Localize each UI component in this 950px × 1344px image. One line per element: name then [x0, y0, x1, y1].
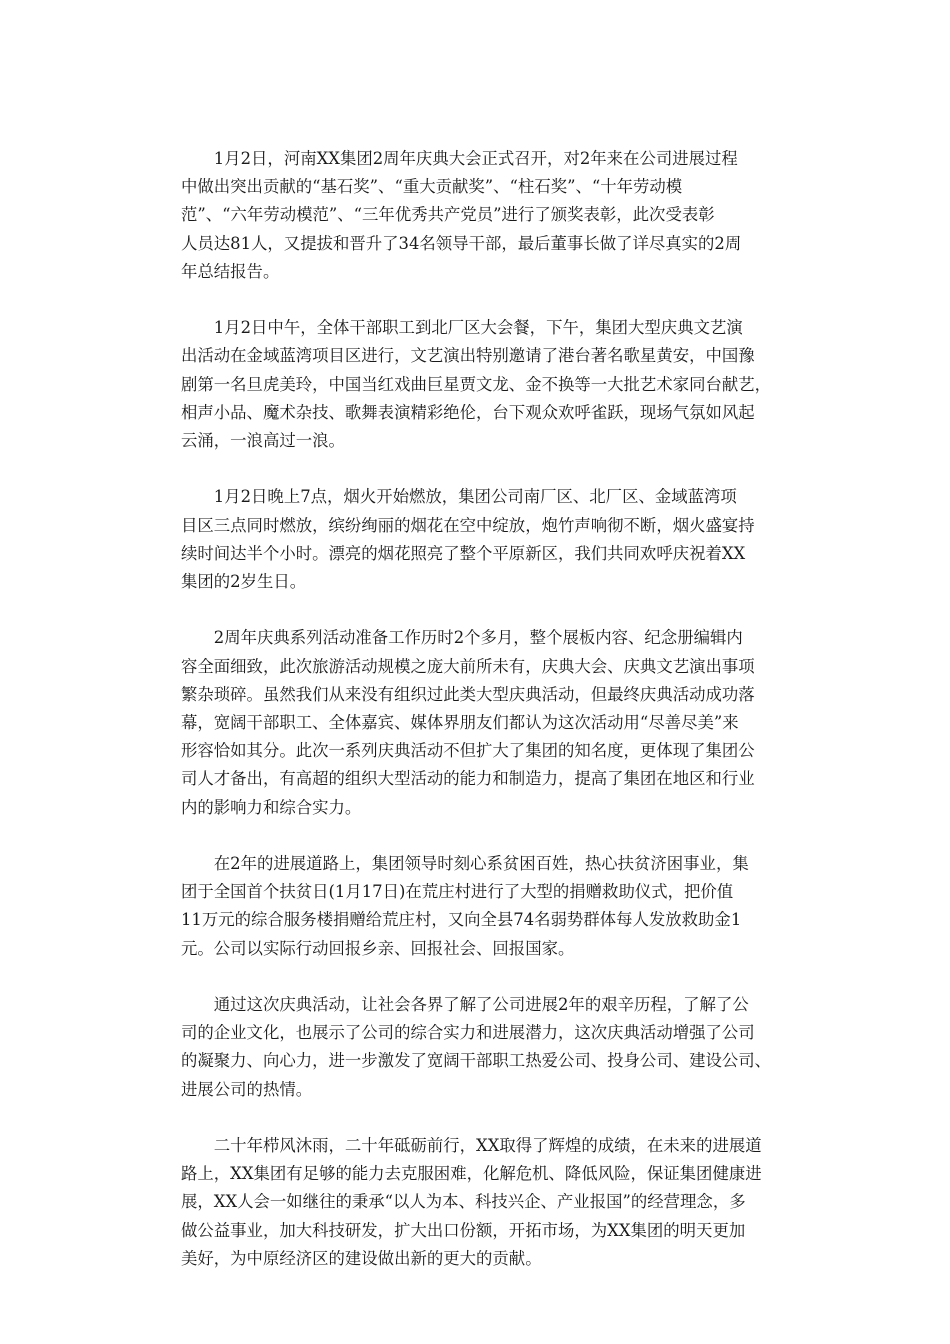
document-body — [181, 145, 781, 1301]
paragraph-reflection: 通过这次庆典活动，让社会各界了解了公司进展2年的艰辛历程，了解了公 司的企业文化，也展示了公司的综合实力和进展潜力，这次庆典活动增强了公司 的凝聚力、向心力，进一步激发了宽阔干部职工热爱公司、投身公司、建设公司、 进展公司的热情。 — [181, 995, 772, 1099]
paragraph-ceremony: 1月2日，河南XX集团2周年庆典大会正式召开，对2年来在公司进展过程 中做出突出贡献的“基石奖”、“重大贡献奖”、“柱石奖”、“十年劳动模 范”、“六年劳动模范”、“三年优秀共产党员”进行了颁奖表彰，此次受表彰 人员达81人，又提拔和晋升了34名领导干部，最后董事长做了详尽真实的2周 年总结报告。 — [181, 149, 742, 281]
paragraph-fireworks: 1月2日晚上7点，烟火开始燃放，集团公司南厂区、北厂区、金域蓝湾项 目区三点同时燃放，缤纷绚丽的烟花在空中绽放，炮竹声响彻不断，烟火盛宴持 续时间达半个小时。漂亮的烟花照亮了整个平原新区，我们共同欢呼庆祝着XX 集团的2岁生日。 — [181, 487, 755, 592]
paragraph-outlook: 二十年栉风沐雨，二十年砥砺前行，XX取得了辉煌的成绩，在未来的进展道 路上，XX集团有足够的能力去克服困难，化解危机、降低风险，保证集团健康进 展，XX人会一如继往的秉承“以人为本、科技兴企、产业报国”的经营理念，多 做公益事业，加大科技研发，扩大出口份额，开拓市场，为XX集团的明天更加 美好，为中原经济区的建设做出新的更大的贡献。 — [181, 1136, 762, 1268]
paragraph-charity: 在2年的进展道路上，集团领导时刻心系贫困百姓，热心扶贫济困事业，集 团于全国首个扶贫日(1月17日)在荒庄村进行了大型的捐赠救助仪式，把价值 11万元的综合服务楼捐赠给荒庄村，又向全县74名弱势群体每人发放救助金1 元。公司以实际行动回报乡亲、回报社会、回报国家。 — [181, 854, 749, 958]
paragraph-performance: 1月2日中午，全体干部职工到北厂区大会餐，下午，集团大型庆典文艺演 出活动在金域蓝湾项目区进行，文艺演出特别邀请了港台著名歌星黄安，中国豫 剧第一名旦虎美玲，中国当红戏曲巨星贾文龙、金不换等一大批艺术家同台献艺， 相声小品、魔术杂技、歌舞表演精彩绝伦，台下观众欢呼雀跃，现场气氛如风起 云涌，一浪高过一浪。 — [181, 318, 772, 451]
paragraph-preparation: 2周年庆典系列活动准备工作历时2个多月，整个展板内容、纪念册编辑内 容全面细致，此次旅游活动规模之庞大前所未有，庆典大会、庆典文艺演出事项 繁杂琐碎。虽然我们从来没有组织过此类大型庆典活动，但最终庆典活动成功落 幕，宽阔干部职工、全体嘉宾、媒体界朋友们都认为这次活动用“尽善尽美”来 形容恰如其分。此次一系列庆典活动不但扩大了集团的知名度，更体现了集团公 司人才备出，有高超的组织大型活动的能力和制造力，提高了集团在地区和行业 内的影响力和综合实力。 — [181, 628, 755, 817]
